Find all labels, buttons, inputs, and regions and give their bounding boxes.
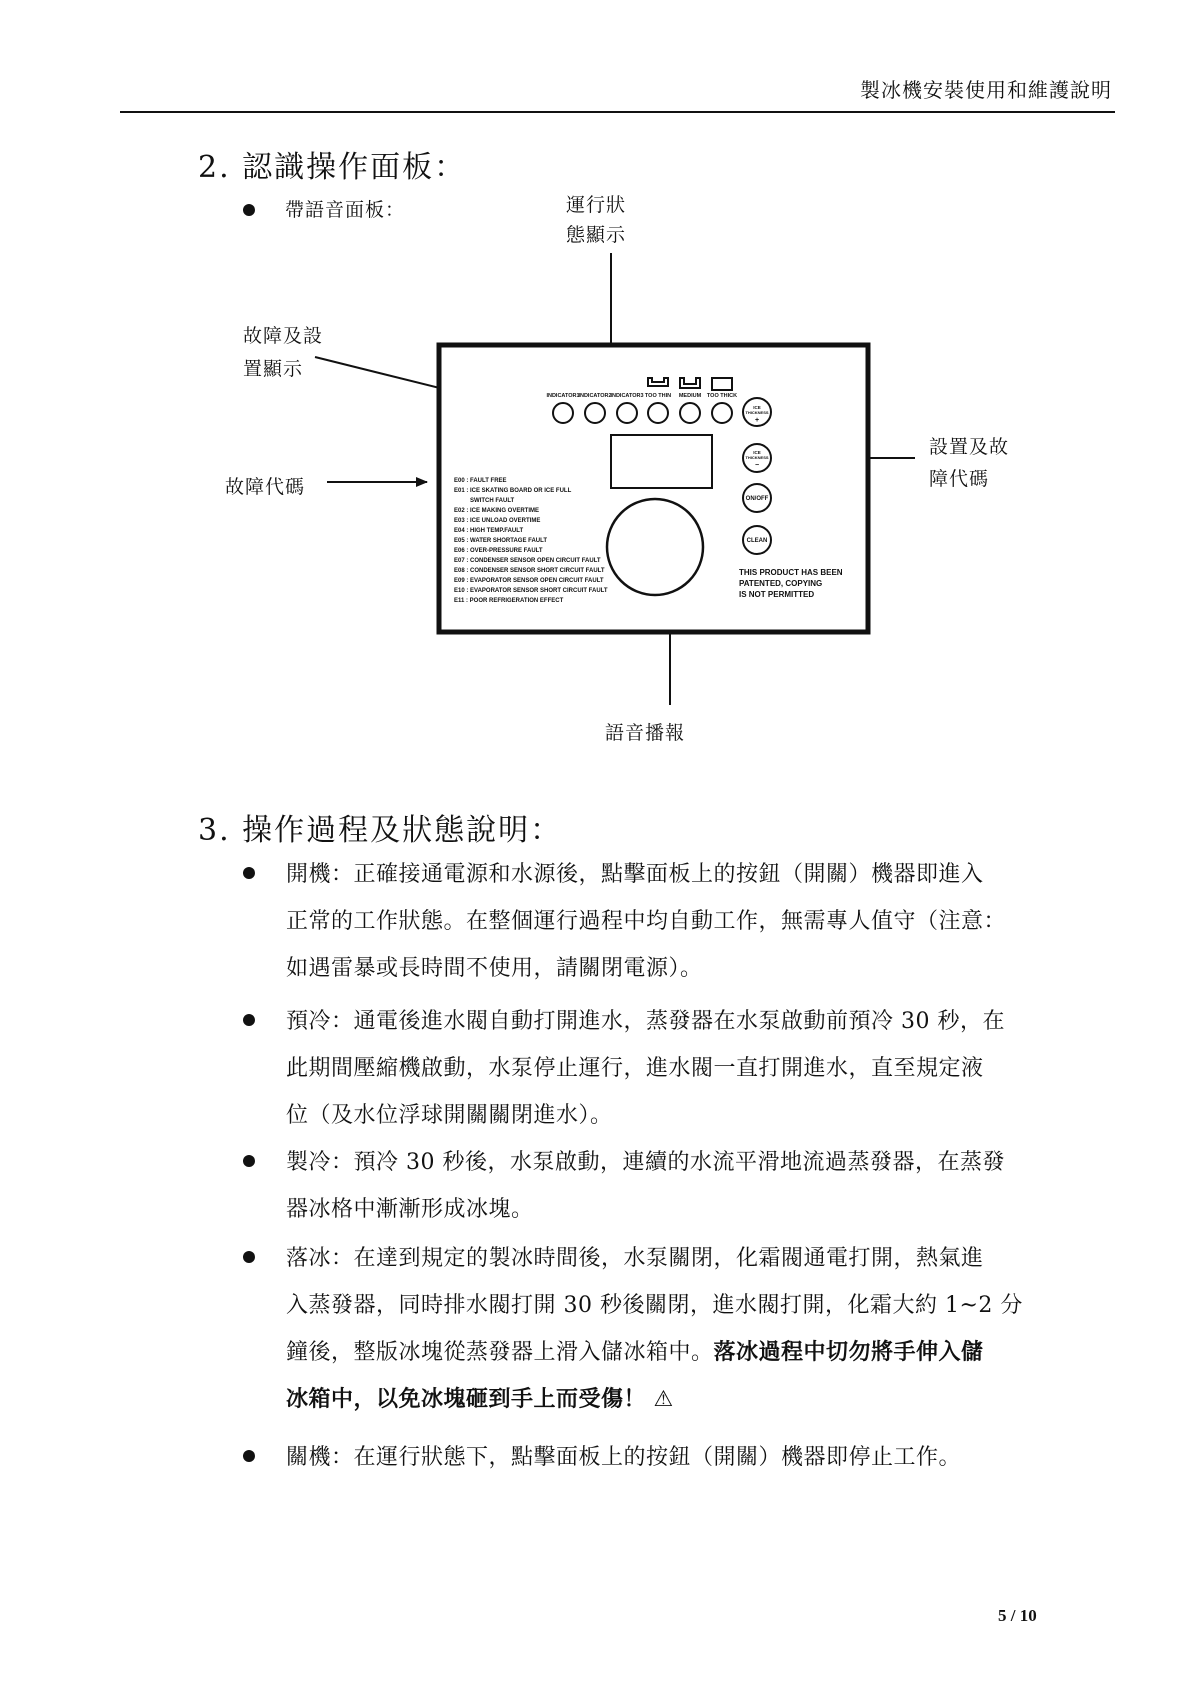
- fault-code-line: E04 : HIGH TEMP.FAULT: [454, 528, 524, 534]
- indicator-label: TOO THICK: [706, 393, 738, 399]
- text-line: 位（及水位浮球開關關閉進水）。: [286, 1103, 613, 1128]
- bullet-dot: [243, 1450, 255, 1462]
- fault-code-line: E03 : ICE UNLOAD OVERTIME: [454, 518, 541, 524]
- indicator-label: INDICATOR1: [546, 393, 580, 399]
- fault-code-line: E11 : POOR REFRIGERATION EFFECT: [454, 598, 564, 604]
- list-item: [286, 998, 1056, 1139]
- section-3-title: 3. 操作過程及狀態說明：: [198, 813, 563, 848]
- display-screen: [611, 435, 712, 488]
- bullet-dot: [243, 867, 255, 879]
- warning-text: 落冰過程中切勿將手伸入儲: [713, 1340, 984, 1365]
- ice-plus-label-line2: THICKNESS: [745, 410, 769, 415]
- fault-code-line: E01 : ICE SKATING BOARD OR ICE FULL: [454, 488, 572, 494]
- text-line: 預冷：通電後進水閥自動打開進水，蒸發器在水泵啟動前預冷 30 秒，在: [286, 1009, 1005, 1034]
- fault-code-line: E05 : WATER SHORTAGE FAULT: [454, 538, 548, 544]
- indicator-label: INDICATOR3: [610, 393, 644, 399]
- section-2-title: 2. 認識操作面板：: [198, 150, 467, 185]
- fault-code-line: SWITCH FAULT: [470, 498, 515, 504]
- list-item: [286, 1235, 1056, 1423]
- text-segment: 鐘後，整版冰塊從蒸發器上滑入儲冰箱中。: [286, 1340, 714, 1365]
- bullet-dot: [243, 1014, 255, 1026]
- text-line: 製冷：預冷 30 秒後，水泵啟動，連續的水流平滑地流過蒸發器，在蒸發: [286, 1150, 1005, 1175]
- indicator-label: TOO THIN: [644, 393, 672, 399]
- text-line: 開機：正確接通電源和水源後，點擊面板上的按鈕（開關）機器即進入: [286, 862, 984, 887]
- ice-minus-label-line1: ICE: [753, 450, 761, 455]
- ice-plus-label-line1: ICE: [753, 405, 761, 410]
- text-line: 關機：在運行狀態下，點擊面板上的按鈕（開關）機器即停止工作。: [286, 1445, 962, 1470]
- page-number: 5 / 10: [998, 1606, 1037, 1625]
- bullet-dot: [243, 1155, 255, 1167]
- callout-status-line1: 運行狀: [566, 194, 627, 216]
- callout-status-line2: 態顯示: [566, 224, 627, 246]
- fault-code-line: E09 : EVAPORATOR SENSOR OPEN CIRCUIT FAULT: [454, 578, 604, 584]
- on-off-label: ON/OFF: [745, 496, 769, 502]
- ice-minus-sign: −: [754, 462, 760, 469]
- callout-voice: 語音播報: [605, 722, 686, 744]
- indicator-light: [680, 403, 700, 423]
- fault-code-line: E08 : CONDENSER SENSOR SHORT CIRCUIT FAULT: [454, 568, 605, 574]
- indicator-light: [648, 403, 668, 423]
- warning-triangle-icon: ⚠: [653, 1387, 674, 1412]
- indicator-light: [585, 403, 605, 423]
- patent-notice-line: IS NOT PERMITTED: [739, 590, 815, 599]
- ice-plus-sign: +: [754, 417, 760, 424]
- clean-label: CLEAN: [746, 538, 768, 544]
- text-line: 此期間壓縮機啟動，水泵停止運行，進水閥一直打開進水，直至規定液: [286, 1056, 984, 1081]
- indicator-label: MEDIUM: [678, 393, 702, 399]
- list-item: [286, 1139, 1056, 1233]
- panel-diagram: [0, 0, 1200, 800]
- fault-code-line: E06 : OVER-PRESSURE FAULT: [454, 548, 543, 554]
- indicator-label: INDICATOR2: [578, 393, 612, 399]
- callout-fault-setting-line1: 故障及設: [243, 325, 324, 347]
- indicator-light: [553, 403, 573, 423]
- header-title: 製冰機安裝使用和維護說明: [860, 78, 1112, 102]
- fault-code-line: E10 : EVAPORATOR SENSOR SHORT CIRCUIT FAULT: [454, 588, 608, 594]
- panel-type-label: 帶語音面板：: [285, 199, 406, 221]
- text-line: 器冰格中漸漸形成冰塊。: [286, 1197, 534, 1222]
- text-line: 落冰：在達到規定的製冰時間後，水泵關閉，化霜閥通電打開，熱氣進: [286, 1246, 984, 1271]
- fault-code-line: E02 : ICE MAKING OVERTIME: [454, 508, 540, 514]
- patent-notice-line: THIS PRODUCT HAS BEEN: [739, 568, 843, 577]
- text-line: [286, 1329, 1056, 1376]
- fault-code-line: E07 : CONDENSER SENSOR OPEN CIRCUIT FAULT: [454, 558, 601, 564]
- text-line: 如遇雷暴或長時間不使用，請關閉電源）。: [286, 956, 703, 981]
- indicator-light: [712, 403, 732, 423]
- voice-speaker: [607, 499, 703, 595]
- list-item: [286, 1434, 1056, 1481]
- ice-minus-label-line2: THICKNESS: [745, 455, 769, 460]
- patent-notice-line: PATENTED, COPYING: [739, 579, 823, 588]
- warning-text: 冰箱中，以免冰塊砸到手上而受傷！: [286, 1387, 647, 1412]
- bullet-dot: [243, 1251, 255, 1263]
- callout-fault-setting-line2: 置顯示: [243, 358, 304, 380]
- indicator-light: [617, 403, 637, 423]
- text-line: 入蒸發器，同時排水閥打開 30 秒後關閉，進水閥打開，化霜大約 1~2 分: [286, 1293, 1023, 1318]
- list-item: [286, 851, 1056, 992]
- text-line: 正常的工作狀態。在整個運行過程中均自動工作，無需專人值守（注意：: [286, 909, 1007, 934]
- text-line: [286, 1376, 1056, 1423]
- callout-setting-fault-line1: 設置及故: [929, 436, 1010, 458]
- callout-setting-fault-line2: 障代碼: [929, 468, 990, 490]
- fault-code-line: E00 : FAULT FREE: [454, 478, 507, 484]
- callout-fault-code: 故障代碼: [225, 476, 306, 498]
